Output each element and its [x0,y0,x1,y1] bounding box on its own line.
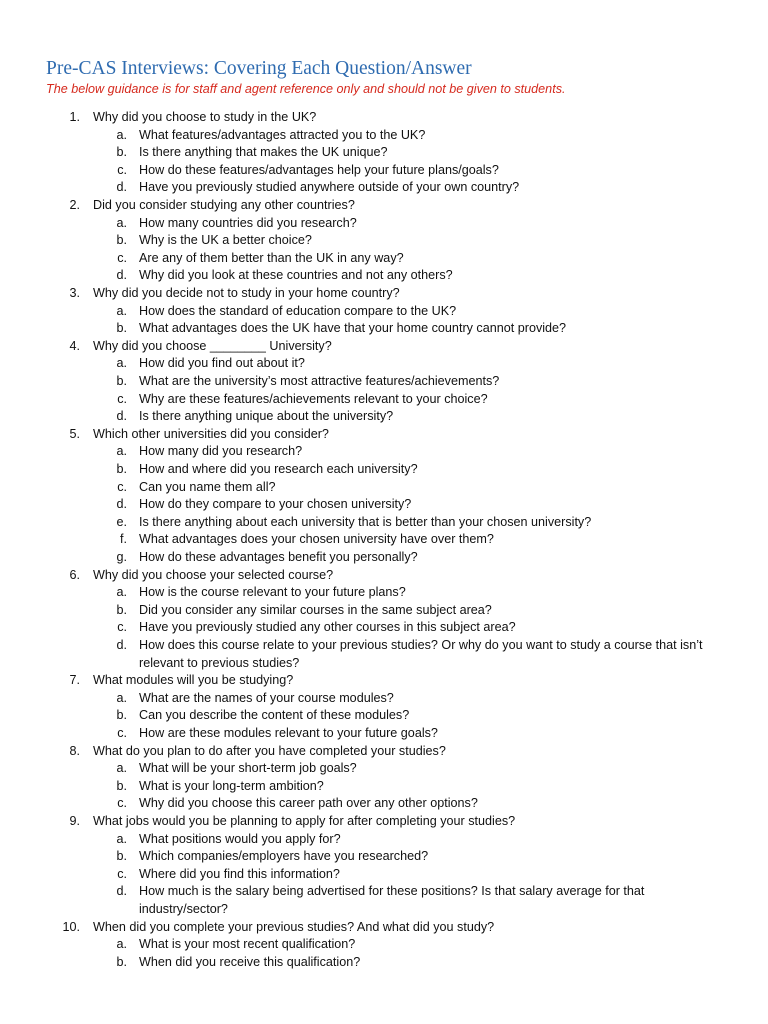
question-text: Why did you choose your selected course? [93,567,334,582]
sub-question-text: How do they compare to your chosen university? [139,497,412,512]
sub-question-text: Is there anything that makes the UK unique? [139,145,388,160]
sub-question-text: Why is the UK a better choice? [139,233,312,248]
sub-question-letter: b. [116,321,127,336]
sub-question-text: How does this course relate to your previous studies? Or why do you want to study a course that isn’t relevant to previous studies? [139,638,703,670]
document-title: Pre-CAS Interviews: Covering Each Question/Answer [46,58,472,79]
question-text: Did you consider studying any other countries? [93,198,355,212]
sub-question-letter: b. [116,602,127,617]
sub-question-text: Can you describe the content of these modules? [139,708,410,723]
sub-question-letter: a. [116,303,127,318]
sub-question-text: What are the university’s most attractive features/achievements? [139,374,500,388]
question-number: 2. [69,198,80,212]
question-number: 3. [69,286,80,300]
question-text: Which other universities did you consider? [93,426,329,441]
sub-question-text: Is there anything unique about the university? [139,409,394,424]
sub-question-letter: c. [117,250,127,265]
sub-question-letter: c. [117,391,127,406]
sub-question-letter: a. [116,690,127,705]
sub-question-letter: b. [116,374,127,388]
sub-question-text: Which companies/employers have you researched? [139,849,429,864]
sub-question-letter: a. [116,444,127,459]
sub-question-letter: g. [116,550,127,564]
guidance-note: The below guidance is for staff and agent reference only and should not be given to students. [46,82,566,96]
sub-question-text: What is your most recent qualification? [139,937,356,952]
sub-question-letter: b. [116,462,127,476]
sub-question-text: How and where did you research each university? [139,462,418,476]
sub-question-letter: c. [117,866,127,881]
sub-question-text: Have you previously studied any other courses in this subject area? [139,620,516,635]
question-number: 1. [69,110,80,124]
sub-question-letter: b. [116,849,127,864]
sub-question-text: What will be your short-term job goals? [139,761,357,776]
question-number: 6. [69,567,80,582]
sub-question-text: How many countries did you research? [139,215,357,230]
sub-question-letter: a. [116,127,127,142]
sub-question-text: How do these advantages benefit you personally? [139,550,418,564]
sub-question-letter: d. [116,409,127,424]
question-number: 8. [69,743,80,758]
sub-question-text: Why did you choose this career path over any other options? [139,796,478,811]
sub-question-text: What advantages does your chosen university have over them? [139,532,494,547]
sub-question-text: How is the course relevant to your future plans? [139,585,406,600]
sub-question-text: Have you previously studied anywhere outside of your own country? [139,180,520,195]
question-text: Why did you choose to study in the UK? [93,110,317,124]
question-text: What do you plan to do after you have completed your studies? [93,743,446,758]
sub-question-text: How did you find out about it? [139,356,305,371]
sub-question-letter: d. [116,180,127,195]
sub-question-letter: a. [116,831,127,846]
sub-question-letter: a. [116,937,127,952]
sub-question-letter: b. [116,778,127,793]
question-text: What jobs would you be planning to apply for after completing your studies? [93,814,516,828]
sub-question-letter: a. [116,356,127,371]
sub-question-letter: c. [117,479,127,494]
sub-question-text: What features/advantages attracted you to the UK? [139,127,426,142]
question-text: Why did you decide not to study in your home country? [93,286,400,300]
sub-question-letter: b. [116,708,127,723]
sub-question-letter: c. [117,162,127,177]
sub-question-letter: b. [116,954,127,969]
sub-question-text: Why did you look at these countries and not any others? [139,268,453,283]
sub-question-letter: b. [116,145,127,160]
sub-question-letter: b. [116,233,127,248]
question-number: 9. [69,814,80,828]
question-number: 7. [69,673,80,688]
question-text: Why did you choose ________ University? [93,338,332,353]
sub-question-text: Where did you find this information? [139,866,340,881]
sub-question-text: Are any of them better than the UK in any way? [139,250,404,265]
sub-question-text: Did you consider any similar courses in the same subject area? [139,602,492,617]
sub-question-letter: d. [116,638,127,652]
sub-question-letter: a. [116,585,127,600]
sub-question-text: How much is the salary being advertised for these positions? Is that salary average for that industry/sector? [139,884,645,916]
question-text: When did you complete your previous studies? And what did you study? [93,919,495,934]
question-text: What modules will you be studying? [93,673,294,688]
sub-question-text: Is there anything about each university that is better than your chosen university? [139,514,592,529]
sub-question-text: What advantages does the UK have that your home country cannot provide? [139,321,567,336]
sub-question-letter: c. [117,726,127,740]
sub-question-text: How do these features/advantages help your future plans/goals? [139,162,499,177]
sub-question-letter: c. [117,620,127,635]
sub-question-text: How does the standard of education compare to the UK? [139,303,457,318]
sub-question-text: When did you receive this qualification? [139,954,361,969]
sub-question-letter: a. [116,761,127,776]
sub-question-letter: a. [116,215,127,230]
sub-question-text: Can you name them all? [139,479,276,494]
sub-question-text: What are the names of your course modules? [139,690,394,705]
sub-question-letter: c. [117,796,127,811]
sub-question-text: How many did you research? [139,444,303,459]
sub-question-letter: f. [120,532,127,547]
question-number: 5. [69,426,80,441]
sub-question-letter: d. [116,268,127,283]
sub-question-letter: e. [116,514,127,529]
sub-question-text: Why are these features/achievements relevant to your choice? [139,391,488,406]
sub-question-text: How are these modules relevant to your future goals? [139,726,438,740]
question-number: 10. [62,919,80,934]
sub-question-text: What is your long-term ambition? [139,778,324,793]
sub-question-text: What positions would you apply for? [139,831,341,846]
sub-question-letter: d. [116,884,127,899]
sub-question-letter: d. [116,497,127,512]
question-number: 4. [69,338,80,353]
